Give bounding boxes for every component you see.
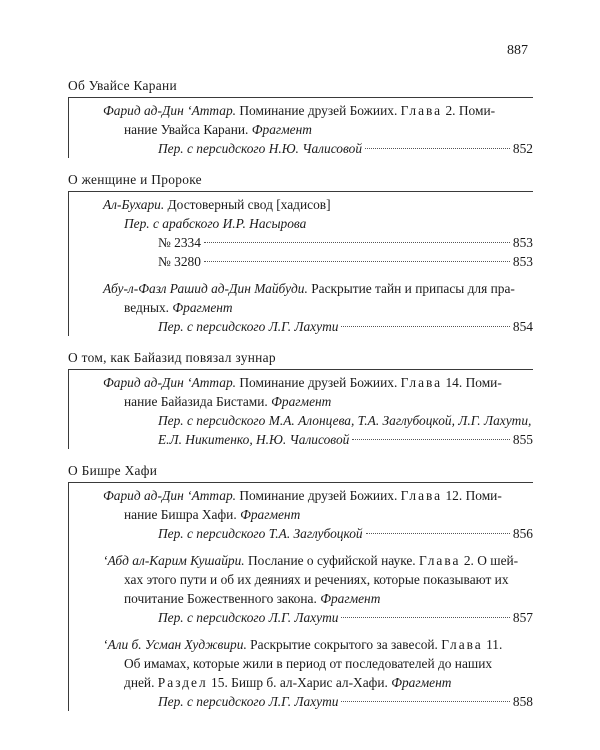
chapter-number: 14. xyxy=(445,375,463,390)
section-title: О женщине и Пророке xyxy=(68,170,533,192)
translator: Пер. с персидского Л.Г. Лахути xyxy=(158,694,339,709)
table-of-contents xyxy=(68,76,533,723)
entry-work-cont: Поми- xyxy=(465,488,502,503)
translator: Пер. с персидского М.А. Алонцева, Т.А. Заглубоцкой, Л.Г. Лахути, xyxy=(158,413,532,428)
entry-work: Достоверный свод [хадисов] xyxy=(167,197,331,212)
entry-author: ‘Абд ал-Карим Кушайри. xyxy=(103,553,245,568)
chapter-label: Глава xyxy=(400,375,443,390)
toc-entry xyxy=(69,279,533,336)
toc-page-line xyxy=(103,139,533,158)
page-ref: 856 xyxy=(512,526,533,541)
page-ref: 855 xyxy=(512,432,533,447)
dot-leader xyxy=(204,242,510,243)
entry-author: ‘Али б. Усман Худжвири. xyxy=(103,637,247,652)
page-ref: 853 xyxy=(512,235,533,250)
section-entries xyxy=(68,483,533,711)
toc-page-line xyxy=(103,233,533,252)
toc-section xyxy=(68,348,533,449)
translator: Пер. с персидского Л.Г. Лахути xyxy=(158,610,339,625)
page-ref: 852 xyxy=(512,141,533,156)
chapter-number: 2. xyxy=(463,553,474,568)
entry-work: Поминание друзей Божиих. xyxy=(239,103,398,118)
toc-section xyxy=(68,461,533,711)
section-entries xyxy=(68,98,533,158)
entry-author: Фарид ад-Дин ‘Аттар. xyxy=(103,103,236,118)
entry-work-cont: ведных. xyxy=(124,300,170,315)
toc-section xyxy=(68,76,533,158)
entry-author: Ал-Бухари. xyxy=(103,197,165,212)
toc-page-line xyxy=(103,524,533,543)
dot-leader xyxy=(352,439,510,440)
toc-entry xyxy=(69,195,533,271)
dot-leader xyxy=(341,326,509,327)
section-number: 15. xyxy=(211,675,228,690)
entry-work: Раскрытие тайн и припасы для пра- xyxy=(311,281,515,296)
entry-work-cont: Об имамах, которые жили в период от последователей до наших xyxy=(124,656,493,671)
toc-entry xyxy=(69,635,533,711)
entry-author: Фарид ад-Дин ‘Аттар. xyxy=(103,488,236,503)
chapter-number: 12. xyxy=(445,488,463,503)
toc-entry xyxy=(69,373,533,449)
fragment-label: Фрагмент xyxy=(320,591,381,606)
fragment-label: Фрагмент xyxy=(271,394,332,409)
section-entries xyxy=(68,370,533,449)
toc-entry xyxy=(69,486,533,543)
entry-work: Послание о суфийской науке. xyxy=(248,553,416,568)
item-label: № 3280 xyxy=(158,254,201,269)
page-ref: 854 xyxy=(512,319,533,334)
translator: Пер. с персидского Н.Ю. Чалисовой xyxy=(158,141,363,156)
dot-leader xyxy=(341,617,509,618)
dot-leader xyxy=(341,701,509,702)
chapter-number: 2. xyxy=(445,103,456,118)
item-label: № 2334 xyxy=(158,235,201,250)
entry-work-cont: почитание Божественного закона. xyxy=(124,591,317,606)
page-ref: 858 xyxy=(512,694,533,709)
entry-work: Поминание друзей Божиих. xyxy=(239,488,398,503)
toc-page-line xyxy=(103,317,533,336)
entry-author: Абу-л-Фазл Рашид ад-Дин Майбуди. xyxy=(103,281,308,296)
entry-work-cont: нание Увайса Карани. xyxy=(124,122,249,137)
chapter-label: Глава xyxy=(419,553,461,568)
entry-work: Раскрытие сокрытого за завесой. xyxy=(250,637,438,652)
entry-work-cont: Бишр б. ал-Харис ал-Хафи. xyxy=(231,675,388,690)
toc-page-line xyxy=(103,252,533,271)
translator: Е.Л. Никитенко, Н.Ю. Чалисовой xyxy=(158,432,350,447)
toc-page-line xyxy=(103,692,533,711)
entry-work-cont: О шей- xyxy=(477,553,519,568)
chapter-label: Глава xyxy=(400,103,443,118)
entry-work-cont: дней. xyxy=(124,675,155,690)
fragment-label: Фрагмент xyxy=(240,507,301,522)
section-label: Раздел xyxy=(157,675,208,690)
translator: Пер. с персидского Л.Г. Лахути xyxy=(158,319,339,334)
dot-leader xyxy=(366,533,510,534)
section-entries xyxy=(68,192,533,336)
toc-page-line xyxy=(103,608,533,627)
page-ref: 857 xyxy=(512,610,533,625)
dot-leader xyxy=(365,148,510,149)
entry-author: Фарид ад-Дин ‘Аттар. xyxy=(103,375,236,390)
entry-work-cont: нание Байазида Бистами. xyxy=(124,394,268,409)
entry-work-cont: Поми- xyxy=(465,375,502,390)
fragment-label: Фрагмент xyxy=(391,675,452,690)
toc-page-line xyxy=(103,430,533,449)
chapter-number: 11. xyxy=(486,637,503,652)
translator: Пер. с персидского Т.А. Заглубоцкой xyxy=(158,526,363,541)
section-title: О Бишре Хафи xyxy=(68,461,533,483)
dot-leader xyxy=(204,261,510,262)
section-title: Об Увайсе Карани xyxy=(68,76,533,98)
toc-entry xyxy=(69,101,533,158)
toc-section xyxy=(68,170,533,336)
toc-entry xyxy=(69,551,533,627)
entry-work: Поминание друзей Божиих. xyxy=(239,375,398,390)
entry-work-cont: Поми- xyxy=(458,103,496,118)
chapter-label: Глава xyxy=(400,488,443,503)
entry-work-cont: хах этого пути и об их деяниях и речениях, которые показывают их xyxy=(124,572,509,587)
entry-work-cont: нание Бишра Хафи. xyxy=(124,507,237,522)
translator: Пер. с арабского И.Р. Насырова xyxy=(124,216,307,231)
chapter-label: Глава xyxy=(441,637,483,652)
page-number: 887 xyxy=(507,43,528,58)
fragment-label: Фрагмент xyxy=(251,122,312,137)
section-title: О том, как Байазид повязал зуннар xyxy=(68,348,533,370)
fragment-label: Фрагмент xyxy=(172,300,233,315)
page-ref: 853 xyxy=(512,254,533,269)
